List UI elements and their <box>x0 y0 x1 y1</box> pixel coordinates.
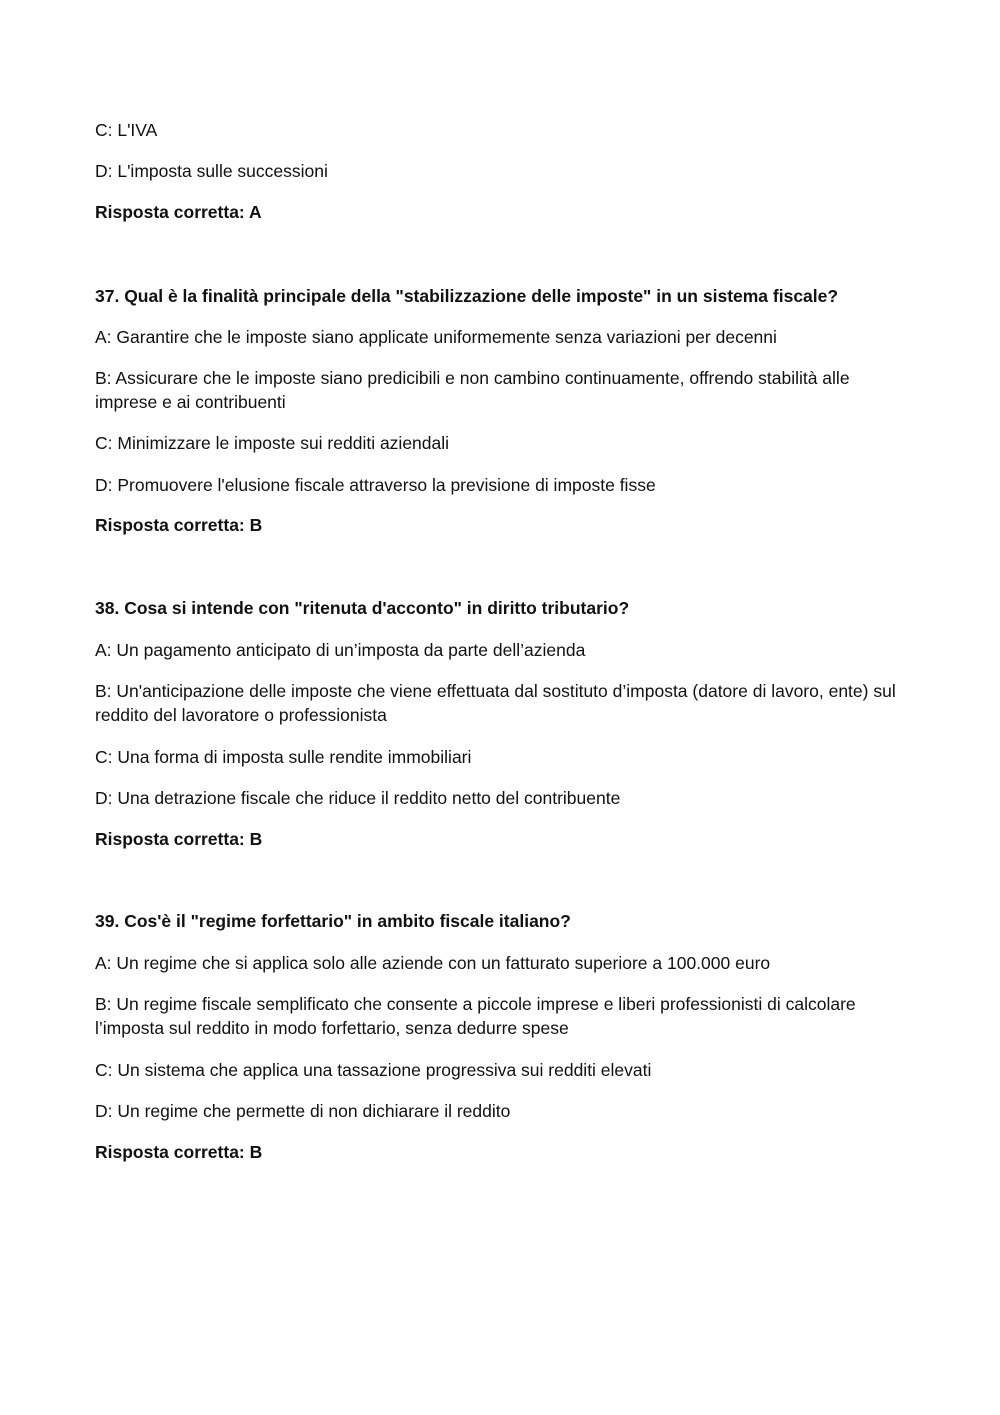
q37-option-a: A: Garantire che le imposte siano applicate uniformemente senza variazioni per decenni <box>95 327 777 347</box>
q38-question: 38. Cosa si intende con "ritenuta d'acconto" in diritto tributario? <box>95 598 630 618</box>
q37-option-b: B: Assicurare che le imposte siano predicibili e non cambino continuamente, offrendo stabilità alle imprese e ai contribuenti <box>95 368 850 412</box>
q39-option-d: D: Un regime che permette di non dichiarare il reddito <box>95 1101 511 1121</box>
q37-option-d: D: Promuovere l'elusione fiscale attraverso la previsione di imposte fisse <box>95 475 656 495</box>
q39-correct-answer: Risposta corretta: B <box>95 1142 263 1162</box>
q36-correct-answer: Risposta corretta: A <box>95 202 262 222</box>
q37-correct-answer: Risposta corretta: B <box>95 515 263 535</box>
q36-option-c: C: L'IVA <box>95 120 158 140</box>
q38-option-a: A: Un pagamento anticipato di un’imposta da parte dell’azienda <box>95 640 586 660</box>
q38-correct-answer: Risposta corretta: B <box>95 829 263 849</box>
q38-option-b: B: Un'anticipazione delle imposte che viene effettuata dal sostituto d’imposta (datore di lavoro, ente) sul reddito del lavoratore o professionista <box>95 681 896 725</box>
q39-question: 39. Cos'è il "regime forfettario" in ambito fiscale italiano? <box>95 911 571 931</box>
q36-option-d: D: L'imposta sulle successioni <box>95 161 328 181</box>
q37-option-c: C: Minimizzare le imposte sui redditi aziendali <box>95 433 450 453</box>
q39-option-a: A: Un regime che si applica solo alle aziende con un fatturato superiore a 100.000 euro <box>95 953 771 973</box>
q37-question: 37. Qual è la finalità principale della "stabilizzazione delle imposte" in un sistema fiscale? <box>95 286 839 306</box>
q38-option-c: C: Una forma di imposta sulle rendite immobiliari <box>95 747 472 767</box>
q39-option-c: C: Un sistema che applica una tassazione progressiva sui redditi elevati <box>95 1060 652 1080</box>
q39-option-b: B: Un regime fiscale semplificato che consente a piccole imprese e liberi professionisti di calcolare l’imposta sul reddito in modo forfettario, senza dedurre spese <box>95 994 856 1038</box>
q38-option-d: D: Una detrazione fiscale che riduce il reddito netto del contribuente <box>95 788 621 808</box>
